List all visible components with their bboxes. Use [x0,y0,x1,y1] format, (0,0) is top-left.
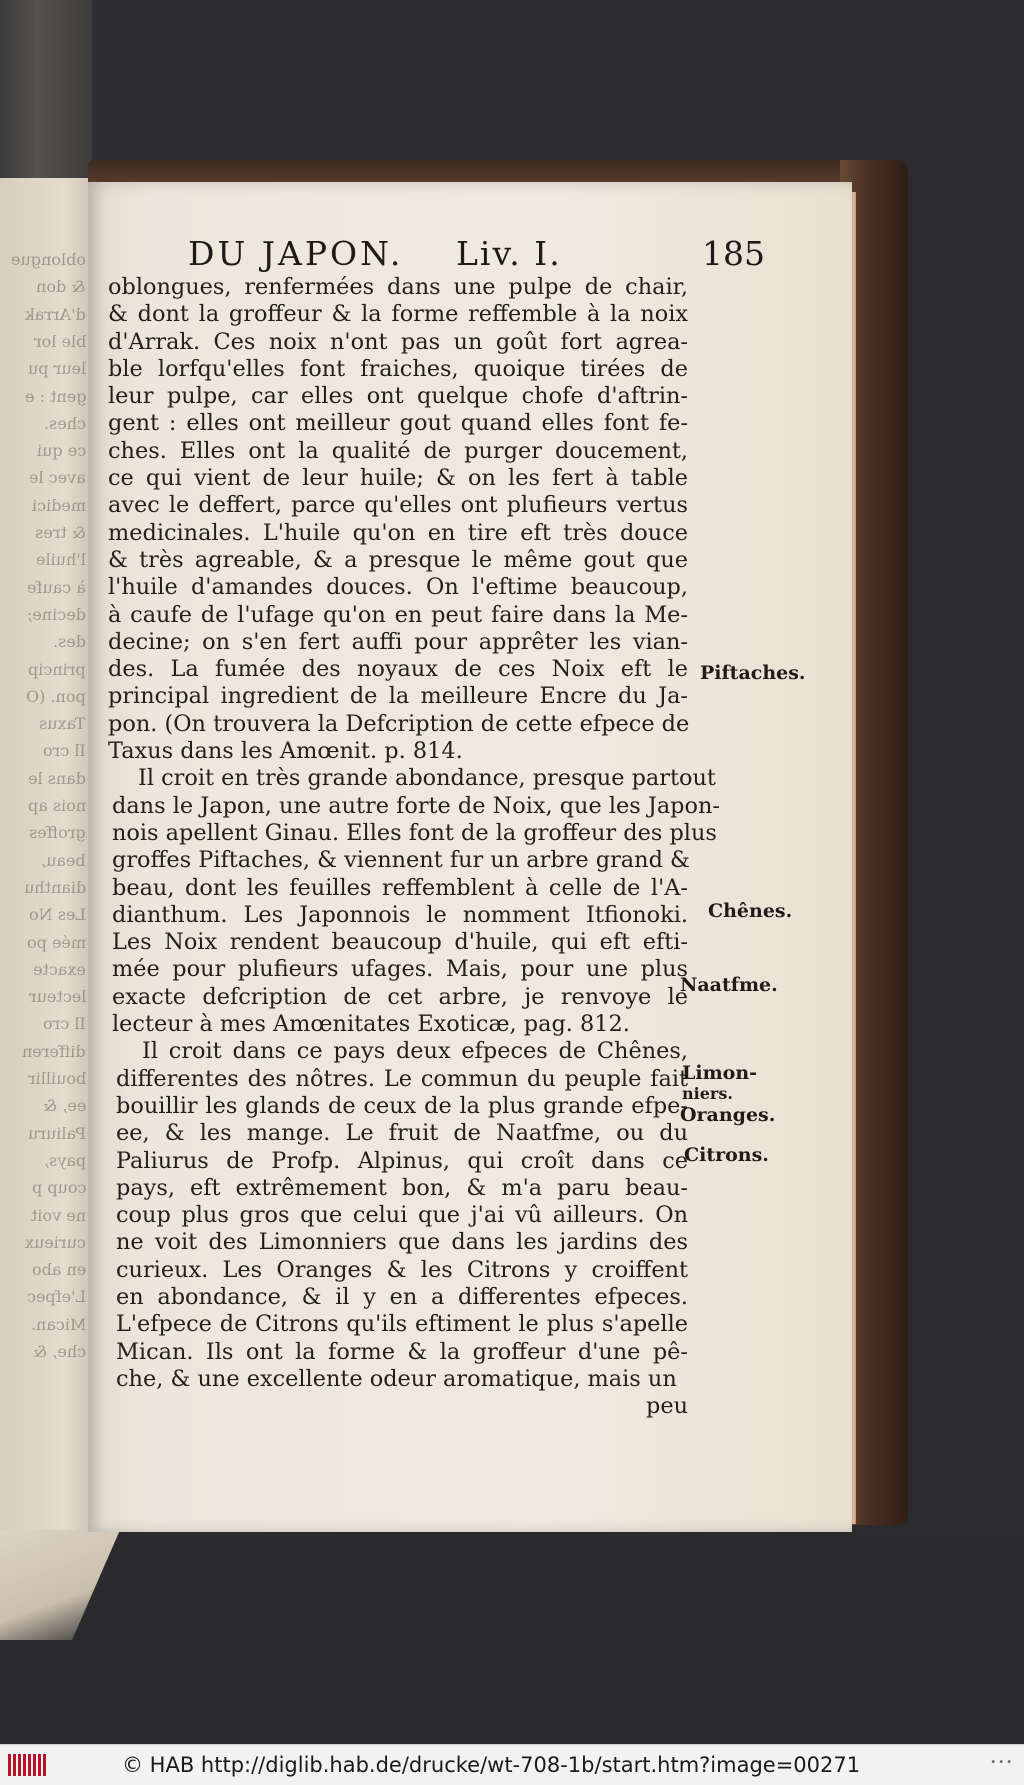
text-line: che, & une excellente odeur aromatique, mais un [116,1365,677,1392]
facing-page-line: Les No [28,905,86,925]
facing-page-line: ee, & [42,1096,86,1116]
facing-page-line: ches. [43,413,86,433]
text-line: Les Noix rendent beaucoup d'huile, qui eft efti- [112,929,688,956]
text-line: L'efpece de Citrons qu'ils eftiment le plus s'apelle [116,1311,688,1338]
text-line: dianthum. Les Japonnois le nomment Itfionoki. [112,901,688,928]
page-number: 185 [702,234,765,273]
text-line: mée pour plufieurs ufages. Mais, pour une plus [112,956,688,983]
text-line: peu [645,1393,688,1420]
facing-page-line: & don [36,277,86,297]
margin-note-limonniers: Limon- [682,1062,758,1084]
text-line: Il croit dans ce pays deux efpeces de Chênes, [142,1038,688,1065]
text-line: lecteur à mes Amœnitates Exoticæ, pag. 812. [112,1011,630,1038]
running-head-title: DU JAPON. [188,234,404,273]
facing-page-line: l'huile [36,550,86,570]
book-page [88,182,852,1532]
text-line: & dont la groffeur & la forme reffemble à la noix [108,301,688,328]
facing-page-line: Il cro [43,1014,86,1034]
text-line: ne voit des Limonniers que dans les jardins des [116,1229,688,1256]
facing-page-line: leur pu [27,359,86,379]
margin-note-oranges: Oranges. [680,1104,776,1126]
text-line: à caufe de l'ufage qu'on en peut faire dans la Me- [108,601,688,628]
text-line: des. La fumée des noyaux de ces Noix eft le [108,656,688,683]
facing-page-line: Paliuru [27,1123,86,1143]
margin-note-naatsme: Naatfme. [680,974,778,996]
facing-page-line: princip [28,659,86,679]
facing-page-line: curieux [25,1232,86,1252]
text-line: ble lorfqu'elles font fraiches, quoique tirées de [108,355,688,382]
margin-note-pistaches: Piftaches. [700,662,806,684]
facing-page-line: pon. (O [26,686,86,706]
facing-page-line: Taxus [39,714,86,734]
text-line: & très agreable, & a presque le même gout que [108,546,688,573]
text-line: bouillir les glands de ceux de la plus grande efpe- [116,1092,688,1119]
footer-bar [0,1744,1024,1785]
facing-page-line: nois ap [27,796,86,815]
text-line: Mican. Ils ont la forme & la groffeur d'une pê- [116,1338,688,1365]
margin-note-chenes: Chênes. [708,900,793,922]
facing-page-line: des. [52,632,86,652]
facing-page-line: à caufe [27,577,86,597]
footer-menu-icon[interactable]: ••• [990,1757,1014,1768]
facing-page-line: decine; [27,604,86,624]
text-line: nois apellent Ginau. Elles font de la groffeur des plus [112,819,717,846]
text-line: ee, & les mange. Le fruit de Naatfme, ou du [116,1120,688,1147]
text-line: ches. Elles ont la qualité de purger doucement, [108,437,688,464]
facing-page-line: pays, [43,1150,86,1170]
facing-page-line: Mican. [30,1314,86,1334]
hab-logo-icon [8,1754,48,1776]
facing-page-line: groffes [29,823,86,843]
text-line: dans le Japon, une autre forte de Noix, que les Japon- [112,792,720,819]
text-line: decine; on s'en fert auffi pour apprêter les vian- [108,628,688,655]
text-line: Taxus dans les Amœnit. p. 814. [108,738,463,765]
text-line: en abondance, & il y en a differentes efpeces. [116,1283,688,1310]
text-line: beau, dont les feuilles reffemblent à celle de l'A- [112,874,688,901]
text-line: oblongues, renfermées dans une pulpe de chair, [108,274,688,300]
running-head [188,234,765,273]
facing-page-line: medici [31,495,86,515]
text-line: pon. (On trouvera la Defcription de cette efpece de [108,710,690,737]
facing-page [0,178,92,1540]
text-line: coup plus gros que celui que j'ai vû ailleurs. On [116,1202,688,1229]
facing-page-line: Il cro [43,741,86,761]
text-line: pays, eft extrêmement bon, & m'a paru beau- [116,1174,688,1201]
facing-page-line: beau, [41,850,86,870]
facing-page-line: L'efpec [26,1287,86,1307]
facing-page-line: dianthu [23,877,86,897]
facing-page-line: d'Arrak [25,304,86,324]
page-text [108,274,720,1420]
facing-page-line: exacte [33,959,86,979]
facing-page-line: gent : e [24,386,86,406]
facing-page-line: ne voit [30,1205,86,1225]
text-line: groffes Piftaches, & viennent fur un arbre grand & [112,847,690,874]
text-line: differentes des nôtres. Le commun du peuple fait [116,1065,688,1092]
facing-page-line: lecteur [28,987,86,1007]
facing-page-line: oblongue [11,250,86,269]
facing-page-line: coup p [31,1178,86,1198]
text-line: exacte defcription de cet arbre, je renvoye le [112,983,688,1010]
text-line: Il croit en très grande abondance, presque partout [138,765,716,792]
text-line: d'Arrak. Ces noix n'ont pas un goût fort agrea- [108,328,688,355]
background-top [0,0,1024,175]
text-line: leur pulpe, car elles ont quelque chofe d'aftrin- [108,383,688,410]
facing-page-line: dans le [28,768,86,788]
facing-page-line: ce qui [36,441,86,461]
margin-note-citrons: Citrons. [684,1144,769,1166]
running-head-book: Liv. I. [456,234,562,273]
text-line: curieux. Les Oranges & les Citrons y croiffent [116,1256,688,1283]
facing-page-line: ble lor [33,331,86,351]
text-line: principal ingredient de la meilleure Encre du Ja- [108,683,688,710]
text-line: gent : elles ont meilleur gout quand elles font fe- [108,410,688,437]
facing-page-line: mée po [26,932,86,952]
text-line: Paliurus de Profp. Alpinus, qui croît dans ce [116,1147,688,1174]
margin-note-limonniers-cont: niers. [682,1084,733,1103]
facing-page-line: avec le [29,468,86,488]
text-line: avec le deffert, parce qu'elles ont plufieurs vertus [108,492,688,519]
facing-page-line: differen [22,1041,86,1061]
facing-page-line: en abo [31,1260,86,1280]
background-bottom [0,1535,1024,1745]
text-line: ce qui vient de leur huile; & on les fert à table [108,465,688,492]
text-line: l'huile d'amandes douces. On l'eftime beaucoup, [108,574,688,601]
facing-page-line: bouillir [27,1069,86,1088]
facing-page-line: & tres [34,523,86,542]
facing-page-line: che, & [32,1342,86,1361]
footer-copyright-link[interactable]: © HAB http://diglib.hab.de/drucke/wt-708-1b/start.htm?image=00271 [122,1753,861,1777]
text-line: medicinales. L'huile qu'on en tire eft très douce [108,519,688,546]
